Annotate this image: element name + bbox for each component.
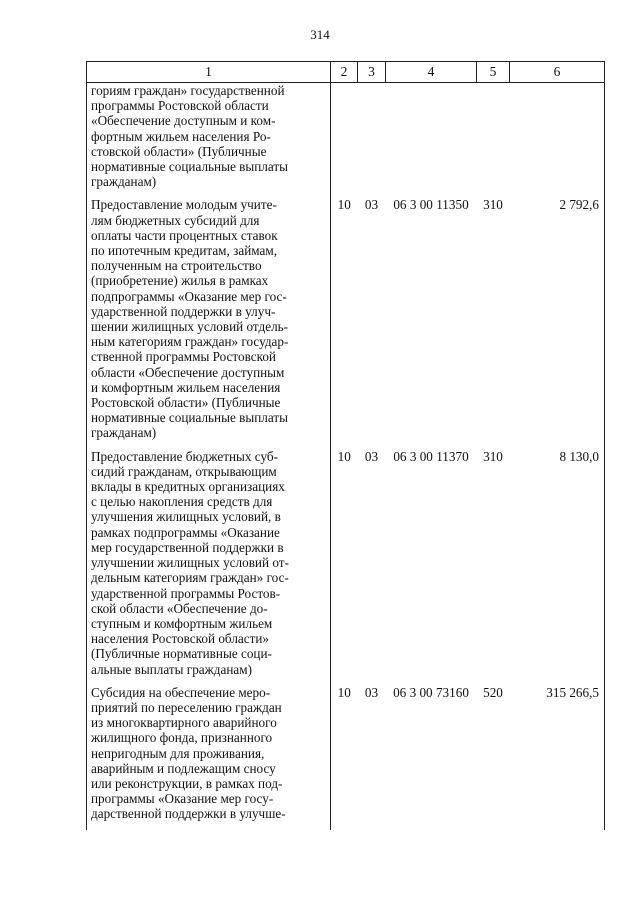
description-line: дарственной поддержки в улучше- (91, 806, 286, 822)
row-section (331, 83, 358, 198)
row-target-article: 06 3 00 11370 (393, 448, 469, 464)
description-line: вклады в кредитных организациях (91, 479, 285, 495)
description-line: аварийным и подлежащим сносу (91, 760, 276, 776)
table-body (87, 83, 605, 830)
description-line: Предоставление бюджетных суб- (91, 448, 278, 464)
row-description (87, 197, 331, 448)
description-line: рамках подпрограммы «Оказание (91, 524, 280, 540)
description-line: нормативные социальные выплаты (91, 410, 288, 426)
row-section: 10 (337, 448, 351, 464)
description-line: и комфортным жильем населения (91, 379, 281, 395)
description-line: фортным жильем населения Ро- (91, 128, 271, 144)
column-header-amount: 6 (510, 62, 605, 83)
row-target-article: 06 3 00 73160 (393, 684, 469, 700)
description-line: шении жилищных условий отдель- (91, 319, 289, 335)
description-line: альные выплаты гражданам) (91, 661, 252, 677)
description-line: сидий гражданам, открывающим (91, 463, 277, 479)
column-header-expense-type: 5 (477, 62, 510, 83)
description-line: стовской области» (Публичные (91, 143, 267, 159)
column-header-section: 2 (331, 62, 358, 83)
description-line: (приобретение) жилья в рамках (91, 273, 269, 289)
table-row (87, 685, 605, 830)
description-line: подпрограммы «Оказание мер гос- (91, 288, 287, 304)
description-line: ственной программы Ростовской (91, 349, 276, 365)
description-line: гориям граждан» государственной (91, 83, 285, 98)
row-subsection (358, 83, 386, 198)
description-line: ступным и комфортным жильем (91, 615, 273, 631)
description-line: из многоквартирного аварийного (91, 715, 277, 731)
column-header-target-article: 4 (386, 62, 477, 83)
row-amount: 315 266,5 (510, 685, 605, 830)
row-section: 10 (337, 684, 351, 700)
row-expense-type: 310 (483, 448, 503, 464)
description-line: гражданам) (91, 174, 157, 190)
row-section: 10 (337, 197, 351, 213)
row-description (87, 685, 331, 830)
row-target-article (386, 83, 477, 198)
row-expense-type: 310 (483, 197, 503, 213)
row-expense-type (477, 83, 510, 198)
column-header-name: 1 (87, 62, 331, 83)
table-row (87, 449, 605, 685)
description-line: «Обеспечение доступным и ком- (91, 113, 276, 129)
description-line: с целью накопления средств для (91, 494, 273, 510)
row-amount (510, 83, 605, 198)
row-description (87, 449, 331, 685)
description-line: ударственной поддержки в улуч- (91, 303, 276, 319)
description-line: по ипотечным кредитам, займам, (91, 243, 277, 259)
row-description (87, 83, 331, 198)
column-header-subsection: 3 (358, 62, 386, 83)
description-line: Субсидия на обеспечение меро- (91, 684, 271, 700)
description-line: Предоставление молодым учите- (91, 197, 277, 213)
table-row (87, 83, 605, 198)
description-line: населения Ростовской области» (91, 631, 270, 647)
description-line: полученным на строительство (91, 258, 262, 274)
description-line: приятий по переселению граждан (91, 699, 282, 715)
description-line: области «Обеспечение доступным (91, 364, 285, 380)
description-line: гражданам) (91, 425, 157, 441)
table-header-row (87, 62, 605, 83)
description-line: или реконструкции, в рамках под- (91, 775, 283, 791)
row-target-article: 06 3 00 11350 (393, 197, 469, 213)
description-line: ударственной программы Ростов- (91, 585, 281, 601)
description-line: ным категориям граждан» государ- (91, 334, 289, 350)
description-line: непригодным для проживания, (91, 745, 265, 761)
description-line: улучшении жилищных условий от- (91, 555, 289, 571)
row-subsection: 03 (364, 197, 379, 213)
description-line: мер государственной поддержки в (91, 539, 284, 555)
row-subsection: 03 (364, 684, 379, 700)
description-line: нормативные социальные выплаты (91, 159, 288, 175)
description-line: ской области «Обеспечение до- (91, 600, 268, 616)
description-line: дельным категориям граждан» гос- (91, 570, 289, 586)
table-row (87, 197, 605, 448)
row-amount: 8 130,0 (510, 449, 605, 685)
description-line: жилищного фонда, признанного (91, 730, 273, 746)
row-subsection: 03 (364, 448, 379, 464)
description-line: (Публичные нормативные соци- (91, 646, 272, 662)
row-expense-type: 520 (483, 684, 503, 700)
description-line: программы Ростовской области (91, 98, 269, 114)
budget-table (86, 61, 605, 830)
description-line: лям бюджетных субсидий для (91, 212, 260, 228)
description-line: Ростовской области» (Публичные (91, 395, 281, 411)
page-number: 314 (310, 27, 330, 42)
row-amount: 2 792,6 (510, 197, 605, 448)
description-line: программы «Оказание мер госу- (91, 791, 274, 807)
description-line: оплаты части процентных ставок (91, 227, 278, 243)
description-line: улучшения жилищных условий, в (91, 509, 281, 525)
